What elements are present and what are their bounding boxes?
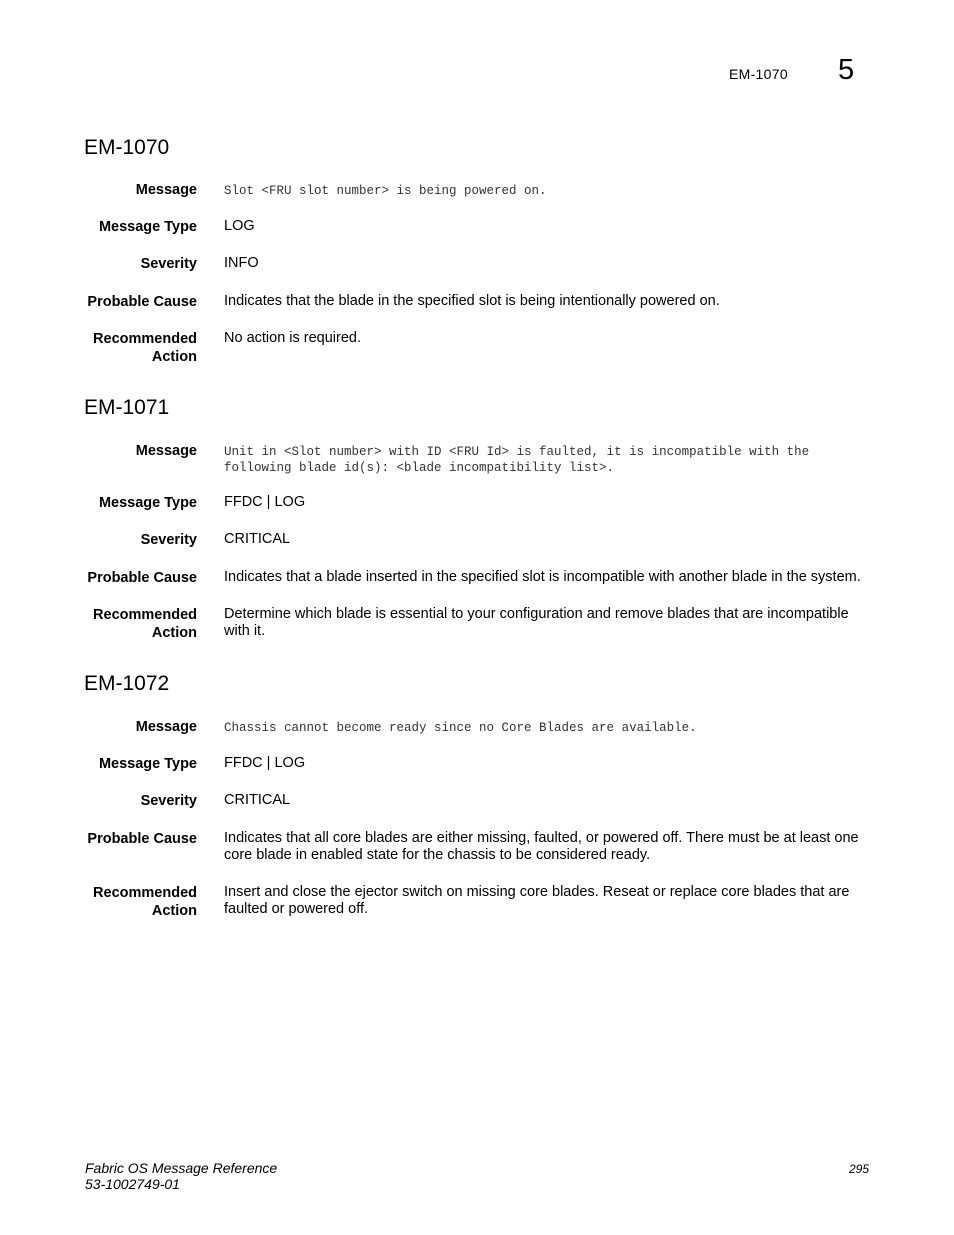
severity-value: INFO (224, 255, 259, 271)
message-label: Message (135, 182, 197, 198)
probable-cause-value: Indicates that a blade inserted in the specified slot is incompatible with another blade in the system. (224, 569, 861, 585)
message-type-value: FFDC | LOG (224, 494, 306, 510)
recommended-label-line2: Action (151, 625, 197, 641)
message-text: Chassis cannot become ready since no Core Blades are available. (224, 721, 697, 735)
probable-cause-label: Probable Cause (87, 570, 197, 586)
recommended-label-line2: Action (151, 349, 197, 365)
severity-label: Severity (140, 256, 197, 272)
probable-cause-label: Probable Cause (87, 294, 197, 310)
probable-cause-label: Probable Cause (87, 831, 197, 847)
recommended-action-label (0, 606, 197, 642)
section-title: EM-1071 (84, 396, 170, 419)
message-text: Unit in <Slot number> with ID <FRU Id> is faulted, it is incompatible with the following blade id(s): <blade incompatibility list>. (224, 445, 810, 475)
recommended-action-value: Insert and close the ejector switch on missing core blades. Reseat or replace core blades that are faulted or powered off. (224, 884, 850, 917)
severity-value: CRITICAL (224, 531, 291, 547)
message-text: Slot <FRU slot number> is being powered on. (224, 184, 547, 198)
message-label: Message (135, 719, 197, 735)
running-header-label: EM-1070 (729, 66, 788, 82)
recommended-action-value: No action is required. (224, 330, 362, 346)
message-label: Message (135, 443, 197, 459)
probable-cause-value: Indicates that the blade in the specified slot is being intentionally powered on. (224, 293, 720, 309)
section-title: EM-1072 (84, 672, 170, 695)
recommended-action-label (0, 330, 197, 366)
message-type-label: Message Type (98, 756, 197, 772)
page-footer (0, 1160, 954, 1200)
message-type-value: LOG (224, 218, 255, 234)
chapter-number: 5 (838, 54, 855, 86)
message-type-label: Message Type (98, 495, 197, 511)
message-type-label: Message Type (98, 219, 197, 235)
severity-label: Severity (140, 532, 197, 548)
recommended-label-line2: Action (151, 903, 197, 919)
recommended-action-value: Determine which blade is essential to your configuration and remove blades that are incompatible with it. (224, 606, 849, 639)
recommended-label-line1: Recommended (93, 885, 197, 901)
recommended-label-line1: Recommended (93, 331, 197, 347)
recommended-action-label (0, 884, 197, 920)
section-title: EM-1070 (84, 136, 170, 159)
probable-cause-value: Indicates that all core blades are either missing, faulted, or powered off. There must be at least one core blade in enabled state for the chassis to be considered ready. (224, 830, 859, 863)
footer-doc-number: 53-1002749-01 (85, 1176, 180, 1192)
page-number: 295 (849, 1162, 870, 1176)
message-type-value: FFDC | LOG (224, 755, 306, 771)
footer-book-title: Fabric OS Message Reference (85, 1160, 278, 1176)
running-header (0, 56, 954, 92)
severity-label: Severity (140, 793, 197, 809)
severity-value: CRITICAL (224, 792, 291, 808)
recommended-label-line1: Recommended (93, 607, 197, 623)
